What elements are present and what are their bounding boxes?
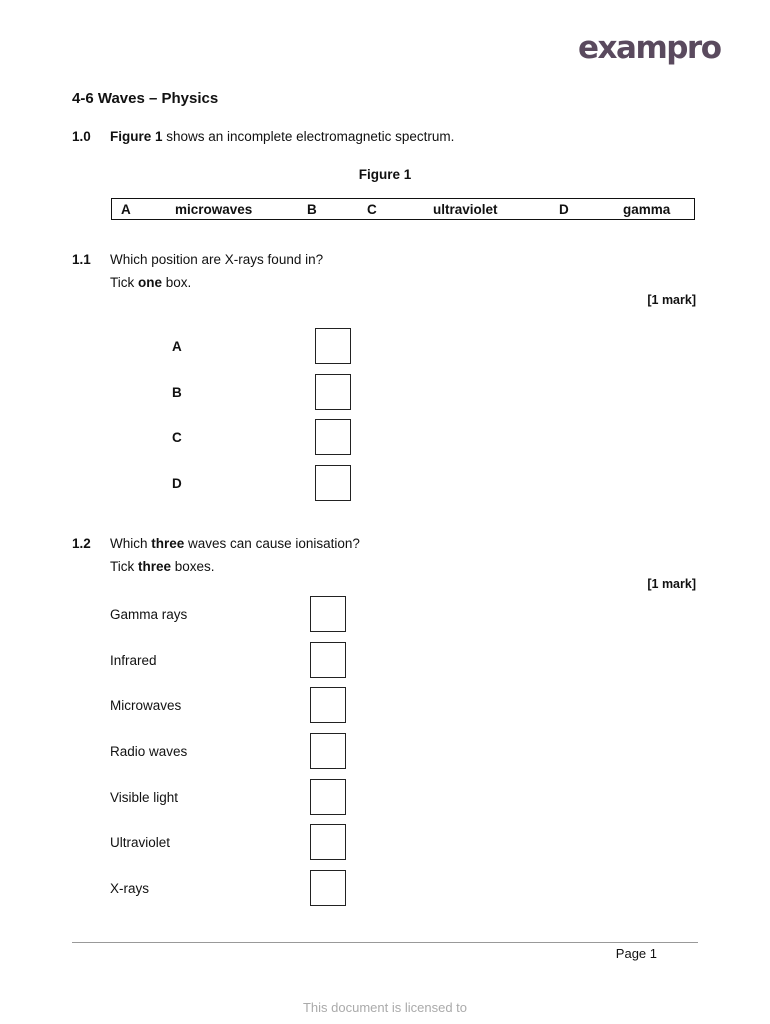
option-label-gamma-rays: Gamma rays xyxy=(110,607,188,622)
spectrum-table xyxy=(111,198,695,220)
spectrum-cell-c: C xyxy=(367,202,377,217)
tick-box-a[interactable] xyxy=(315,328,351,364)
instruction-pre: Tick xyxy=(110,559,138,574)
tick-box-gamma-rays[interactable] xyxy=(310,596,346,632)
question-1-2-text xyxy=(110,536,360,551)
question-1-2-marks: [1 mark] xyxy=(647,577,696,591)
instruction-pre: Tick xyxy=(110,275,138,290)
figure-ref: Figure 1 xyxy=(110,129,163,144)
spectrum-cell-b: B xyxy=(307,202,317,217)
tick-box-c[interactable] xyxy=(315,419,351,455)
question-1-1-instruction xyxy=(110,275,191,290)
option-label-visible-light: Visible light xyxy=(110,790,179,805)
page-number: Page 1 xyxy=(615,946,657,961)
text-bold: three xyxy=(151,536,185,551)
footer-divider xyxy=(72,942,698,943)
spectrum-cell-ultraviolet: ultraviolet xyxy=(433,202,498,217)
instruction-post: boxes. xyxy=(171,559,215,574)
text-post: waves can cause ionisation? xyxy=(184,536,360,551)
license-notice: This document is licensed to xyxy=(302,1000,468,1015)
option-label-radio-waves: Radio waves xyxy=(110,744,188,759)
tick-box-x-rays[interactable] xyxy=(310,870,346,906)
instruction-post: box. xyxy=(162,275,192,290)
tick-box-b[interactable] xyxy=(315,374,351,410)
instruction-bold: three xyxy=(138,559,172,574)
tick-box-visible-light[interactable] xyxy=(310,779,346,815)
tick-box-d[interactable] xyxy=(315,465,351,501)
instruction-bold: one xyxy=(138,275,163,290)
text-pre: Which xyxy=(110,536,152,551)
spectrum-cell-d: D xyxy=(559,202,569,217)
figure-label: Figure 1 xyxy=(358,167,412,182)
document-title: 4-6 Waves – Physics xyxy=(72,90,219,107)
question-1-2-instruction xyxy=(110,559,215,574)
exampro-logo: exampro xyxy=(578,30,721,66)
question-1-0-text-rest: shows an incomplete electromagnetic spectrum. xyxy=(162,129,455,144)
option-label-infrared: Infrared xyxy=(110,653,157,668)
spectrum-cell-microwaves: microwaves xyxy=(175,202,253,217)
question-number-1-0: 1.0 xyxy=(72,129,91,144)
option-label-c: C xyxy=(172,430,182,445)
spectrum-cell-a: A xyxy=(121,202,131,217)
option-label-microwaves: Microwaves xyxy=(110,698,182,713)
question-1-1-marks: [1 mark] xyxy=(647,293,696,307)
option-label-d: D xyxy=(172,476,182,491)
question-number-1-2: 1.2 xyxy=(72,536,91,551)
option-label-x-rays: X-rays xyxy=(110,881,150,896)
question-1-1-text: Which position are X-rays found in? xyxy=(110,252,324,267)
question-1-0-text xyxy=(110,129,454,144)
option-label-a: A xyxy=(172,339,182,354)
tick-box-ultraviolet[interactable] xyxy=(310,824,346,860)
tick-box-radio-waves[interactable] xyxy=(310,733,346,769)
spectrum-cell-gamma: gamma xyxy=(623,202,671,217)
tick-box-microwaves[interactable] xyxy=(310,687,346,723)
option-label-ultraviolet: Ultraviolet xyxy=(110,835,171,850)
question-number-1-1: 1.1 xyxy=(72,252,91,267)
tick-box-infrared[interactable] xyxy=(310,642,346,678)
option-label-b: B xyxy=(172,385,182,400)
